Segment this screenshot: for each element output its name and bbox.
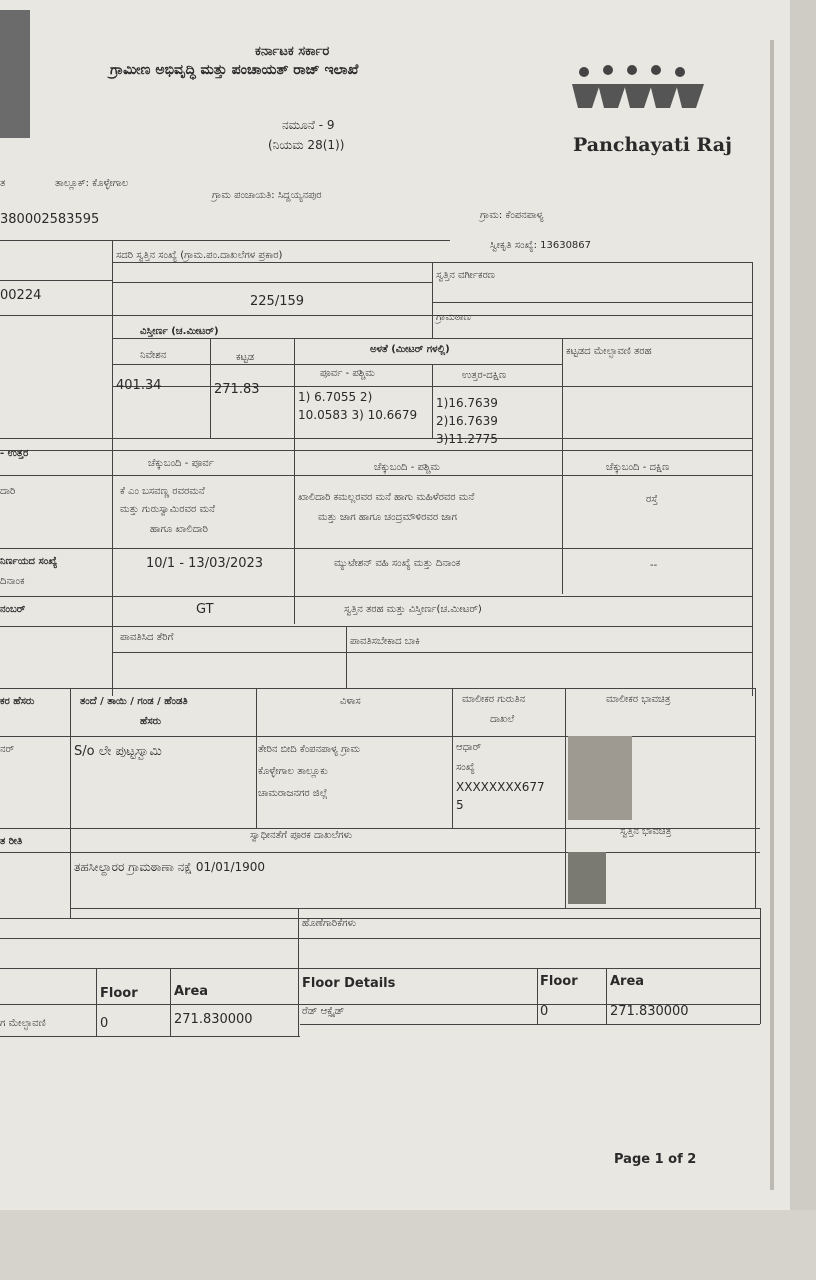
south-value: ರಸ್ತೆ (646, 494, 658, 505)
west-head: ಚೆಕ್ಕುಬಂದಿ - ಪಶ್ಚಿಮ (374, 462, 440, 473)
address-line1: ತೇರಿನ ಬೀದಿ ಕೆಂಪನಪಾಳ್ಯ ಗ್ರಾಮ (258, 744, 360, 755)
property-id: 380002583595 (0, 212, 100, 227)
address-line2: ಕೊಳ್ಳೇಗಾಲ ತಾಲ್ಲೂಕು (258, 766, 328, 777)
owner-photo-head: ಮಾಲೀಕರ ಭಾವಚಿತ್ರ (606, 694, 671, 705)
gram-panchayat: ಗ್ರಾಮ ಪಂಚಾಯತಿ: ಸಿದ್ದಯ್ಯನಪುರ (212, 190, 322, 201)
relation-head-1: ತಂದೆ / ತಾಯಿ / ಗಂಡ / ಹೆಂಡತಿ (80, 696, 188, 707)
resolution-label: ನಿರ್ಣಯದ ಸಂಖ್ಯೆ (0, 556, 58, 567)
mutation-value: -- (650, 560, 658, 571)
area-head: ವಿಸ್ತೀರ್ಣ (ಚ.ಮೀಟರ್) (140, 326, 219, 337)
address-head: ವಿಳಾಸ (340, 696, 361, 707)
east-line1: ಕೆ ಎಂ ಬಸವಣ್ಣ ರವರಮನೆ (120, 486, 205, 497)
north-label: - ಉತ್ತರ (0, 448, 29, 459)
property-photo (568, 852, 606, 904)
west-line2: ಮತ್ತು ಜಾಗ ಹಾಗೂ ಚಂದ್ರಮೌಳಿರವರ ಜಾಗ (318, 512, 457, 523)
site-area: 401.34 (116, 378, 162, 393)
acknowledgement: ಸ್ವೀಕೃತಿ ಸಂಖ್ಯೆ: 13630867 (490, 240, 592, 251)
header-line2: ಗ್ರಾಮೀಣ ಅಭಿವೃದ್ಧಿ ಮತ್ತು ಪಂಚಾಯತ್ ರಾಜ್ ಇಲಾಖೆ (110, 62, 359, 78)
panchayati-raj-logo-icon (570, 62, 720, 132)
liabilities-head: ಹೊಣೆಗಾರಿಕೆಗಳು (302, 918, 357, 929)
owner-name-head: ಕರ ಹೆಸರು (0, 696, 35, 707)
relation-head-2: ಹೆಸರು (140, 716, 162, 727)
floor-details-value: ರೆಡ್ ಆಕ್ಸೈಡ್ (302, 1006, 345, 1017)
area-value: 271.830000 (174, 1012, 253, 1027)
area-value-2: 271.830000 (610, 1004, 689, 1019)
id-line2: ಸಂಖ್ಯೆ (456, 762, 475, 773)
govt-emblem-icon (0, 10, 30, 138)
meta-left-char: ತ (0, 178, 6, 189)
property-number: 225/159 (250, 294, 305, 309)
logo-text: Panchayati Raj (573, 134, 732, 156)
dimension-head: ಅಳತೆ (ಮೀಟರ್ ಗಳಲ್ಲಿ) (370, 344, 450, 355)
property-left-value: 00224 (0, 288, 42, 303)
north-south-2: 2)16.7639 (436, 414, 498, 428)
roof-label: ಗ ಮೇಲ್ಛಾವಣಿ (0, 1018, 46, 1029)
number-value: GT (196, 602, 214, 617)
site-head: ನಿವೇಶನ (140, 350, 167, 361)
area-head-2: Area (610, 974, 645, 989)
north-south-1: 1)16.7639 (436, 396, 498, 410)
form-number: ನಮೂನೆ - 9 (282, 118, 335, 132)
owner-photo (568, 736, 632, 820)
id-head-2: ದಾಖಲೆ (490, 714, 515, 725)
roof-type-head: ಕಟ್ಟಡದ ಮೇಲ್ಛಾವಣಿ ತರಹ (566, 346, 652, 357)
east-west-1: 1) 6.7055 2) (298, 390, 373, 404)
resolution-value: 10/1 - 13/03/2023 (146, 556, 264, 571)
tax-due-head: ಪಾವತಿಸಬೇಕಾದ ಬಾಕಿ (350, 636, 420, 647)
village: ಗ್ರಾಮ: ಕೆಂಪನಪಾಳ್ಯ (480, 210, 544, 221)
floor-head: Floor (100, 986, 138, 1001)
possession-head: ಸ್ವಾಧೀನತೆಗೆ ಪೂರಕ ದಾಖಲೆಗಳು (250, 830, 353, 841)
west-line1: ಖಾಲಿದಾರಿ ಕಮಲ್ಲರವರ ಮನೆ ಹಾಗು ಮಹಿಳೆರವರ ಮನೆ (298, 492, 475, 503)
date-label: ದಿನಾಂಕ (0, 576, 25, 587)
owner-name: ನರ್ (0, 744, 15, 755)
east-line3: ಹಾಗೂ ಖಾಲಿದಾರಿ (150, 524, 208, 535)
mutation-head: ಮ್ಯುಟೇಶನ್ ವಹಿ ಸಂಖ್ಯೆ ಮತ್ತು ದಿನಾಂಕ (334, 558, 461, 569)
east-west-head: ಪೂರ್ವ - ಪಶ್ಚಿಮ (320, 368, 375, 379)
address-line3: ಚಾಮರಾಜನಗರ ಜಿಲ್ಲೆ (258, 788, 328, 799)
floor-details-head: Floor Details (302, 976, 396, 991)
floor-head-2: Floor (540, 974, 578, 989)
number-label: ನಂಬರ್ (0, 604, 26, 615)
south-head: ಚೆಕ್ಕುಬಂದಿ - ದಕ್ಷಿಣ (606, 462, 670, 473)
property-number-head: ಸದರಿ ಸ್ವತ್ತಿನ ಸಂಖ್ಯೆ (ಗ್ರಾಮ.ಪಂ.ದಾಖಲೆಗಳ ಪ್ರಕಾರ) (116, 250, 283, 261)
rule-number: (ನಿಯಮ 28(1)) (268, 138, 345, 152)
east-west-2: 10.0583 3) 10.6679 (298, 408, 418, 422)
floor-value-2: 0 (540, 1004, 549, 1019)
area-head-floor: Area (174, 984, 209, 999)
possession-left: ತ ರೀತಿ (0, 836, 23, 847)
tax-paid-head: ಪಾವತಿಸಿದ ತೆರಿಗೆ (120, 632, 174, 643)
table-surface (0, 1210, 816, 1280)
north-south-3: 3)11.2775 (436, 432, 498, 446)
property-kind-head: ಸ್ವತ್ತಿನ ತರಹ ಮತ್ತು ವಿಸ್ತೀರ್ಣ(ಚ.ಮೀಟರ್) (344, 604, 482, 615)
possession-value: ತಹಸೀಲ್ದಾರರ ಗ್ರಾಮಠಾಣಾ ನಕ್ಷೆ 01/01/1900 (74, 860, 266, 874)
north-value: ದಾರಿ (0, 486, 16, 497)
page-number: Page 1 of 2 (614, 1152, 697, 1167)
east-head: ಚೆಕ್ಕುಬಂದಿ - ಪೂರ್ವ (148, 458, 214, 469)
id-head-1: ಮಾಲೀಕರ ಗುರುತಿನ (462, 694, 526, 705)
property-type: ಗ್ರಾಮಠಾಣ (436, 312, 471, 323)
relation-name: S/o ಲೇ ಪುಟ್ಟಸ್ವಾಮಿ (74, 744, 162, 759)
taluk: ತಾಲ್ಲೂಕ್: ಕೊಳ್ಳೇಗಾಲ (55, 178, 129, 189)
property-photo-head: ಸ್ವತ್ತಿನ ಭಾವಚಿತ್ರ (620, 826, 672, 837)
id-number-tail: 5 (456, 798, 464, 812)
building-head: ಕಟ್ಟಡ (236, 352, 255, 363)
building-area: 271.83 (214, 382, 260, 397)
page-edge (770, 40, 774, 1190)
property-type-head: ಸ್ವತ್ತಿನ ವರ್ಗೀಕರಣ (436, 270, 495, 281)
header-line1: ಕರ್ನಾಟಕ ಸರ್ಕಾರ (255, 44, 330, 59)
north-south-head: ಉತ್ತರ-ದಕ್ಷಿಣ (462, 370, 507, 381)
floor-value: 0 (100, 1016, 109, 1031)
id-line1: ಆಧಾರ್ (456, 742, 482, 753)
id-number: XXXXXXXX677 (456, 780, 545, 794)
east-line2: ಮತ್ತು ಗುರುಸ್ವಾಮಿರವರ ಮನೆ (120, 504, 215, 515)
